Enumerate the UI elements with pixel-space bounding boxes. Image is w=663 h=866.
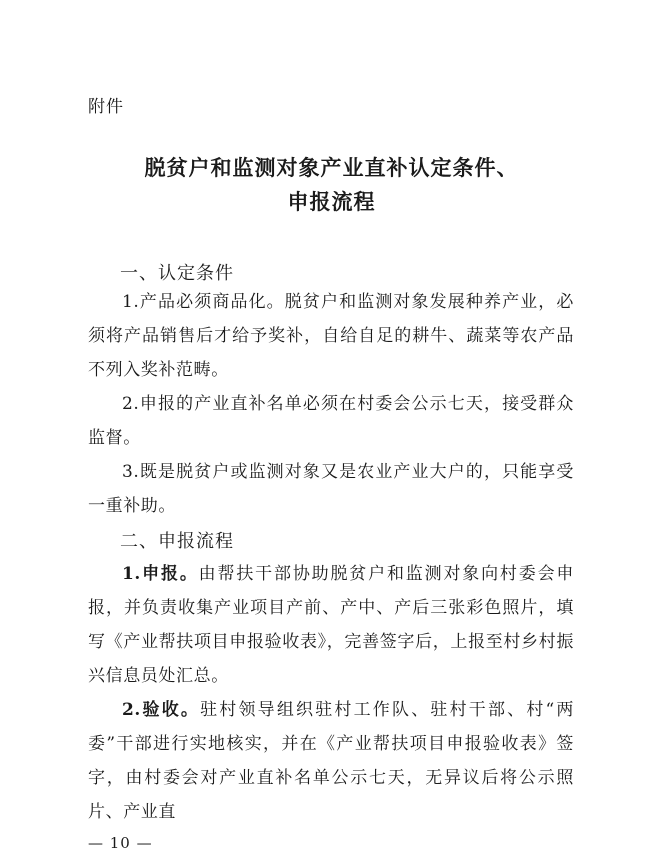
section-heading-conditions: 一、认定条件 [120,263,234,284]
step-label-1: 1.申报。 [122,564,199,584]
attachment-label: 附件 [88,97,124,117]
condition-paragraph-1: 1.产品必须商品化。脱贫户和监测对象发展种养产业，必须将产品销售后才给予奖补，自给自足的耕牛、蔬菜等农产品不列入奖补范畴。 [88,292,574,380]
document-title-line-2: 申报流程 [287,189,376,214]
step-text-2: 驻村领导组织驻村工作队、驻村干部、村“两委”干部进行实地核实，并在《产业帮扶项目申报验收表》签字，由村委会对产业直补名单公示七天，无异议后将公示照片、产业直 [88,700,574,822]
document-title-line-1: 脱贫户和监测对象产业直补认定条件、 [144,155,519,180]
step-text-1: 由帮扶干部协助脱贫户和监测对象向村委会申报，并负责收集产业项目产前、产中、产后三张彩色照片，填写《产业帮扶项目申报验收表》，完善签字后，上报至村乡村振兴信息员处汇总。 [88,564,575,686]
section-heading-process: 二、申报流程 [120,531,234,552]
condition-paragraph-2: 2.申报的产业直补名单必须在村委会公示七天，接受群众监督。 [88,394,574,448]
step-paragraph-2 [88,693,574,829]
condition-paragraph-3: 3.既是脱贫户或监测对象又是农业产业大户的，只能享受一重补助。 [88,462,574,516]
page-number: — 10 — [88,834,153,852]
step-paragraph-1 [88,557,574,693]
step-label-2: 2.验收。 [122,700,201,720]
